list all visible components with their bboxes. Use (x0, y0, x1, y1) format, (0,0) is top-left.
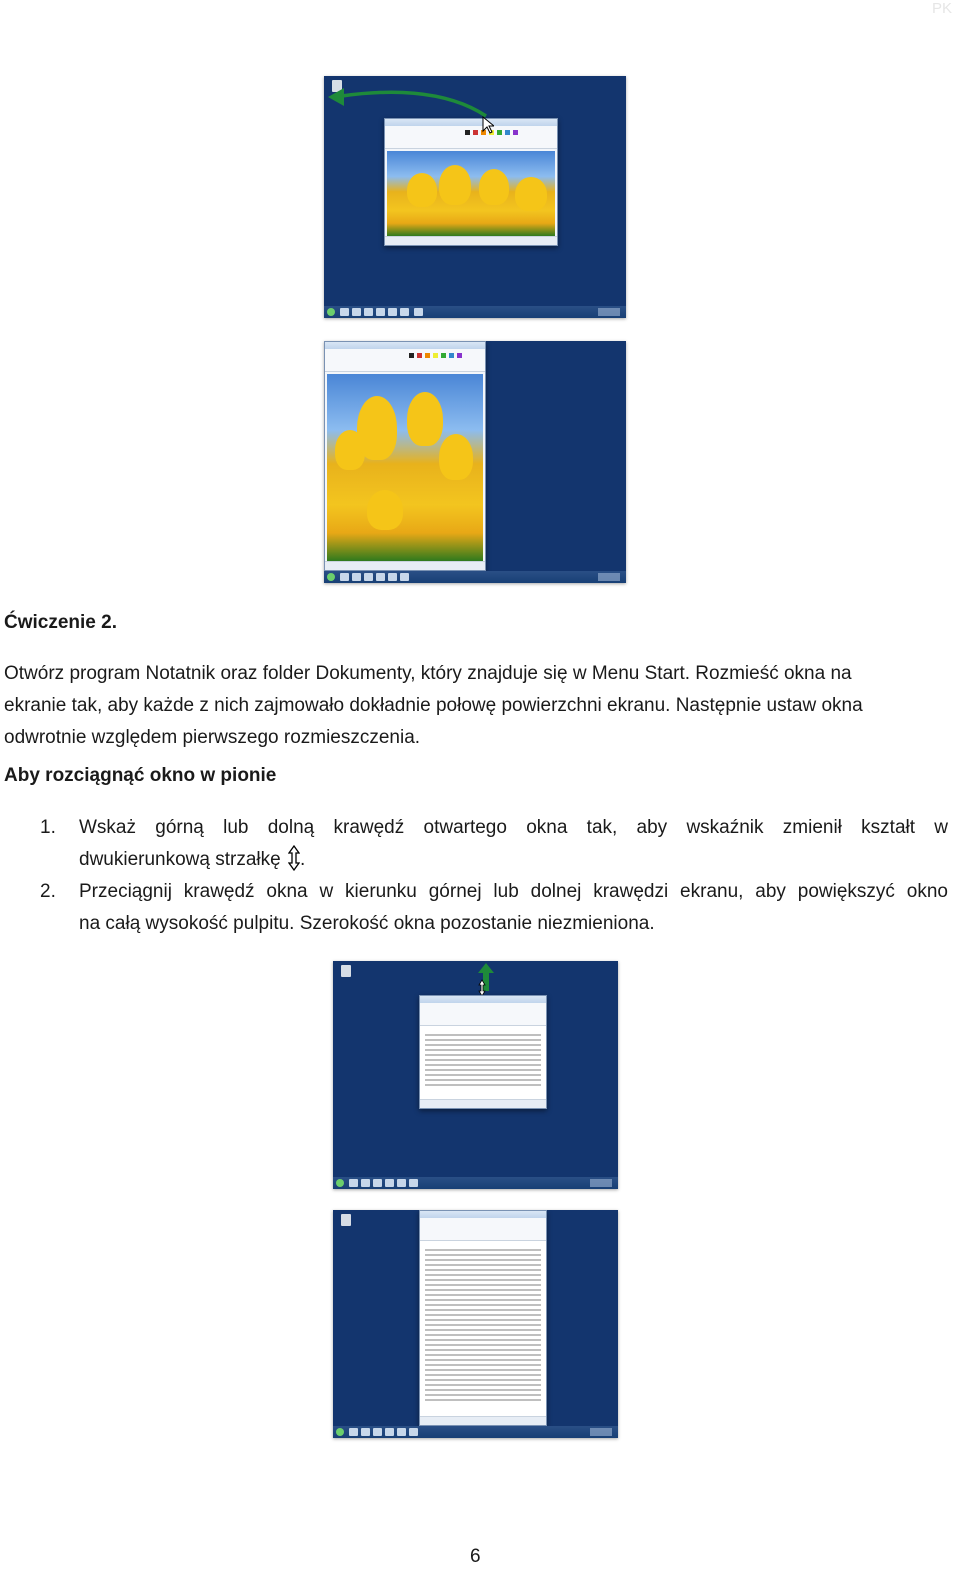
step-text-line-2: dwukierunkową strzałkę . (79, 849, 305, 870)
mouse-pointer-icon (482, 116, 494, 134)
taskbar (333, 1177, 618, 1189)
recycle-bin-icon (341, 1214, 351, 1226)
exercise-title: Ćwiczenie 2. (4, 612, 117, 633)
recycle-bin-icon (341, 965, 351, 977)
step-number: 2. (40, 881, 56, 902)
taskbar (324, 571, 626, 583)
step-item (40, 812, 948, 876)
paint-window-snapped (324, 341, 486, 571)
screenshot-paint-snapped-left (324, 341, 626, 583)
exercise-paragraph (4, 658, 948, 754)
exercise-paragraph-line-2: ekranie tak, aby każde z nich zajmowało dokładnie połowę powierzchni ekranu. Następnie ustaw okna (4, 695, 863, 716)
taskbar (333, 1426, 618, 1438)
step-text-line-1: Wskaż górną lub dolną krawędź otwartego okna tak, aby wskaźnik zmienił kształt w (79, 817, 948, 838)
exercise-paragraph-line-1: Otwórz program Notatnik oraz folder Dokumenty, który znajduje się w Menu Start. Rozmieść okna na (4, 663, 852, 684)
page-header-mark: PK (931, 0, 952, 17)
step-text-line-1: Przeciągnij krawędź okna w kierunku górnej lub dolnej krawędzi ekranu, aby powiększyć okno (79, 881, 948, 902)
step-item (40, 876, 948, 940)
notepad-window-stretched (419, 1210, 547, 1426)
step-number: 1. (40, 817, 56, 838)
screenshot-notepad-resize-top (333, 961, 618, 1189)
paint-window (384, 118, 558, 246)
step-text-line-2: na całą wysokość pulpitu. Szerokość okna pozostanie niezmieniona. (79, 913, 655, 934)
screenshot-notepad-full-height (333, 1210, 618, 1438)
section-title: Aby rozciągnąć okno w pionie (4, 765, 277, 786)
exercise-paragraph-line-3: odwrotnie względem pierwszego rozmieszczenia. (4, 727, 421, 748)
screenshot-paint-drag-left (324, 76, 626, 318)
taskbar (324, 306, 626, 318)
vertical-resize-pointer-icon (288, 845, 300, 871)
notepad-window (419, 995, 547, 1109)
page-number: 6 (470, 1546, 481, 1567)
